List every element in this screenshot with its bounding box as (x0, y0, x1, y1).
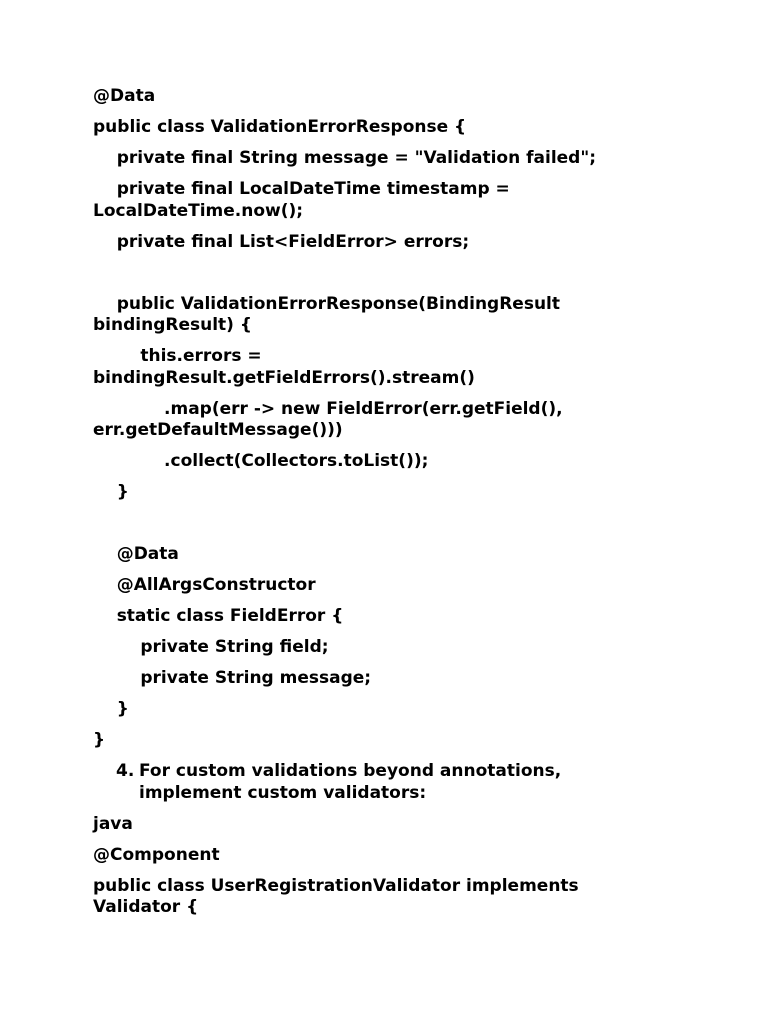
code-line: static class FieldError { (93, 606, 344, 626)
code-line: .collect(Collectors.toList()); (93, 451, 429, 471)
code-line: private String field; (93, 637, 329, 657)
code-line: .map(err -> new FieldError(err.getField(), err.getDefaultMessage())) (93, 398, 569, 440)
document-page (93, 86, 633, 928)
code-line: public class UserRegistrationValidator implements Validator { (93, 875, 585, 917)
code-line: this.errors = bindingResult.getFieldErrors().stream() (93, 346, 475, 388)
code-line: public class ValidationErrorResponse { (93, 117, 467, 137)
list-text: For custom validations beyond annotations, implement custom validators: (139, 761, 562, 803)
code-line: @Data (93, 86, 156, 106)
blank-line (93, 513, 633, 544)
code-block-1 (93, 86, 633, 752)
code-line: public ValidationErrorResponse(BindingResult bindingResult) { (93, 293, 566, 335)
blank-line (93, 263, 633, 294)
numbered-list-item (116, 761, 633, 804)
code-line: @Data (93, 544, 179, 564)
code-line: private final String message = "Validation failed"; (93, 148, 596, 168)
code-line: private final LocalDateTime timestamp = LocalDateTime.now(); (93, 179, 516, 221)
language-label: java (93, 813, 133, 834)
code-line: @Component (93, 844, 220, 865)
list-number: 4. (116, 761, 135, 781)
code-line: @AllArgsConstructor (93, 575, 316, 595)
code-line: private String message; (93, 668, 372, 688)
code-line: } (93, 482, 129, 502)
code-line: } (93, 699, 129, 719)
code-line: } (93, 730, 106, 750)
code-line: private final List<FieldError> errors; (93, 231, 470, 252)
code-block-2 (93, 845, 633, 919)
